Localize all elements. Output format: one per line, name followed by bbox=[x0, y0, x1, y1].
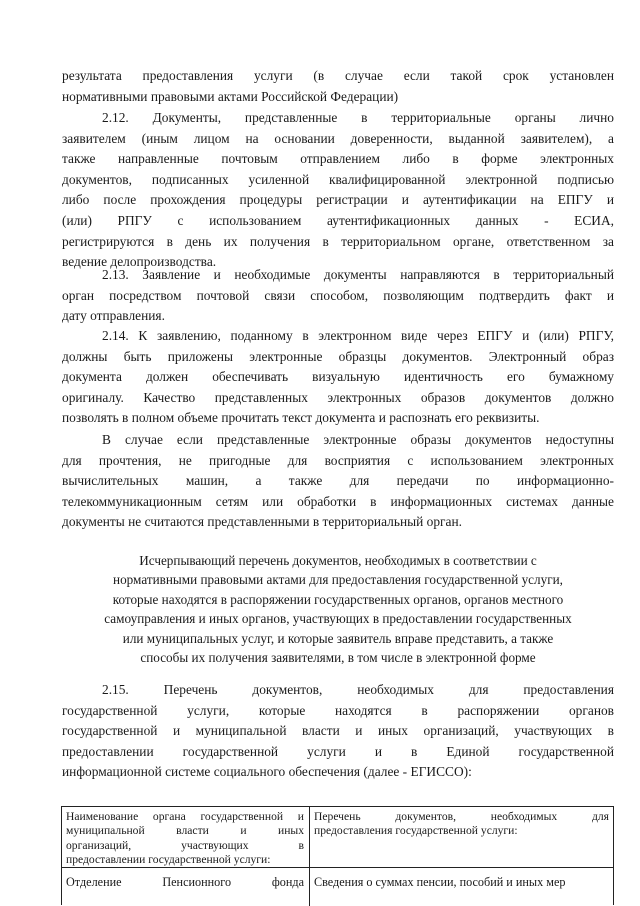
text-line: 2.14. К заявлению, поданному в электронном виде через ЕПГУ и (или) РПГУ, bbox=[102, 328, 614, 343]
paragraph-continuation bbox=[62, 66, 614, 107]
cell-line: Сведения о суммах пенсии, пособий и иных мер bbox=[314, 875, 566, 889]
paragraph-case bbox=[62, 430, 614, 533]
text-line: телекоммуникационным сетям или обработки в информационных системах данные bbox=[62, 493, 614, 509]
cell-line: муниципальной власти и иных bbox=[66, 824, 304, 838]
heading-line: или муниципальных услуг, и которые заявитель вправе представить, а также bbox=[122, 630, 554, 646]
documents-table bbox=[61, 806, 614, 905]
cell-line: предоставления государственной услуги: bbox=[314, 824, 518, 838]
cell-line: организаций, участвующих в bbox=[66, 838, 304, 852]
heading-line: Исчерпывающий перечень документов, необходимых в соответствии с bbox=[139, 553, 537, 568]
text-line: государственной услуги, которые находятся в распоряжении органов bbox=[62, 702, 614, 718]
text-line: документа должен обеспечивать визуальную идентичность его бумажному bbox=[62, 369, 614, 385]
text-line: для прочтения, не пригодные для восприятия с использованием электронных bbox=[62, 452, 614, 468]
heading-line: нормативными правовыми актами для предоставления государственной услуги, bbox=[113, 572, 563, 588]
text-line: вычислительных машин, а также для передачи по информационно- bbox=[62, 473, 614, 489]
table-header-documents bbox=[314, 810, 609, 839]
text-line: 2.15. Перечень документов, необходимых для предоставления bbox=[102, 682, 614, 697]
text-line: также направленные почтовым отправлением либо в форме электронных bbox=[62, 151, 614, 167]
text-line: (или) РПГУ с использованием аутентификационных данных - ЕСИА, bbox=[62, 212, 614, 228]
text-line: либо после прохождения процедуры регистрации и аутентификации на ЕПГУ и bbox=[62, 192, 614, 208]
text-line: ведение делопроизводства. bbox=[62, 254, 217, 270]
text-line: дату отправления. bbox=[62, 308, 165, 324]
text-line: документов, подписанных усиленной квалифицированной электронной подписью bbox=[62, 171, 614, 187]
text-line: должны быть приложены электронные образцы документов. Электронный образ bbox=[62, 348, 614, 364]
text-line: 2.12. Документы, представленные в территориальные органы лично bbox=[102, 110, 614, 125]
text-line: нормативными правовыми актами Российской Федерации) bbox=[62, 88, 399, 104]
text-line: заявителем (иным лицом на основании доверенности, выданной заявителем), а bbox=[62, 130, 614, 146]
text-line: регистрируются в день их получения в территориальном органе, ответственном за bbox=[62, 233, 614, 249]
paragraph-2-14 bbox=[62, 326, 614, 429]
cell-line: предоставлении государственной услуги: bbox=[66, 853, 271, 867]
table-cell-documents bbox=[314, 875, 609, 889]
text-line: государственной и муниципальной власти и иных организаций, участвующих в bbox=[62, 723, 614, 739]
heading-line: самоуправления и иных органов, участвующих в предоставлении государственных bbox=[104, 611, 572, 627]
text-line: предоставлении государственной услуги и в Единой государственной bbox=[62, 743, 614, 759]
text-line: позволять в полном объеме прочитать текст документа и распознать его реквизиты. bbox=[62, 410, 540, 426]
text-line: информационной системе социального обеспечения (далее - ЕГИССО): bbox=[62, 764, 472, 780]
text-line: оригиналу. Качество представленных электронных образов документов должно bbox=[62, 389, 614, 405]
cell-line: Перечень документов, необходимых для bbox=[314, 810, 609, 823]
text-line: В случае если представленные электронные образы документов недоступны bbox=[102, 432, 614, 447]
table-header-organization bbox=[66, 810, 304, 868]
table-cell-organization bbox=[66, 875, 304, 889]
paragraph-2-13 bbox=[62, 265, 614, 327]
cell-line: Отделение Пенсионного фонда bbox=[66, 875, 304, 889]
section-heading bbox=[60, 551, 616, 667]
heading-line: которые находятся в распоряжении государственных органов, органов местного bbox=[112, 591, 564, 607]
text-line: 2.13. Заявление и необходимые документы направляются в территориальный bbox=[102, 267, 614, 282]
text-line: документы не считаются представленными в территориальный орган. bbox=[62, 514, 462, 530]
table-column-divider bbox=[309, 807, 310, 906]
text-line: результата предоставления услуги (в случае если такой срок установлен bbox=[62, 68, 614, 83]
paragraph-2-12 bbox=[62, 108, 614, 273]
heading-line: способы их получения заявителями, в том числе в электронной форме bbox=[140, 650, 536, 666]
text-line: орган посредством почтовой связи способом, позволяющим подтвердить факт и bbox=[62, 287, 614, 303]
cell-line: Наименование органа государственной и bbox=[66, 810, 304, 823]
paragraph-2-15 bbox=[62, 680, 614, 783]
